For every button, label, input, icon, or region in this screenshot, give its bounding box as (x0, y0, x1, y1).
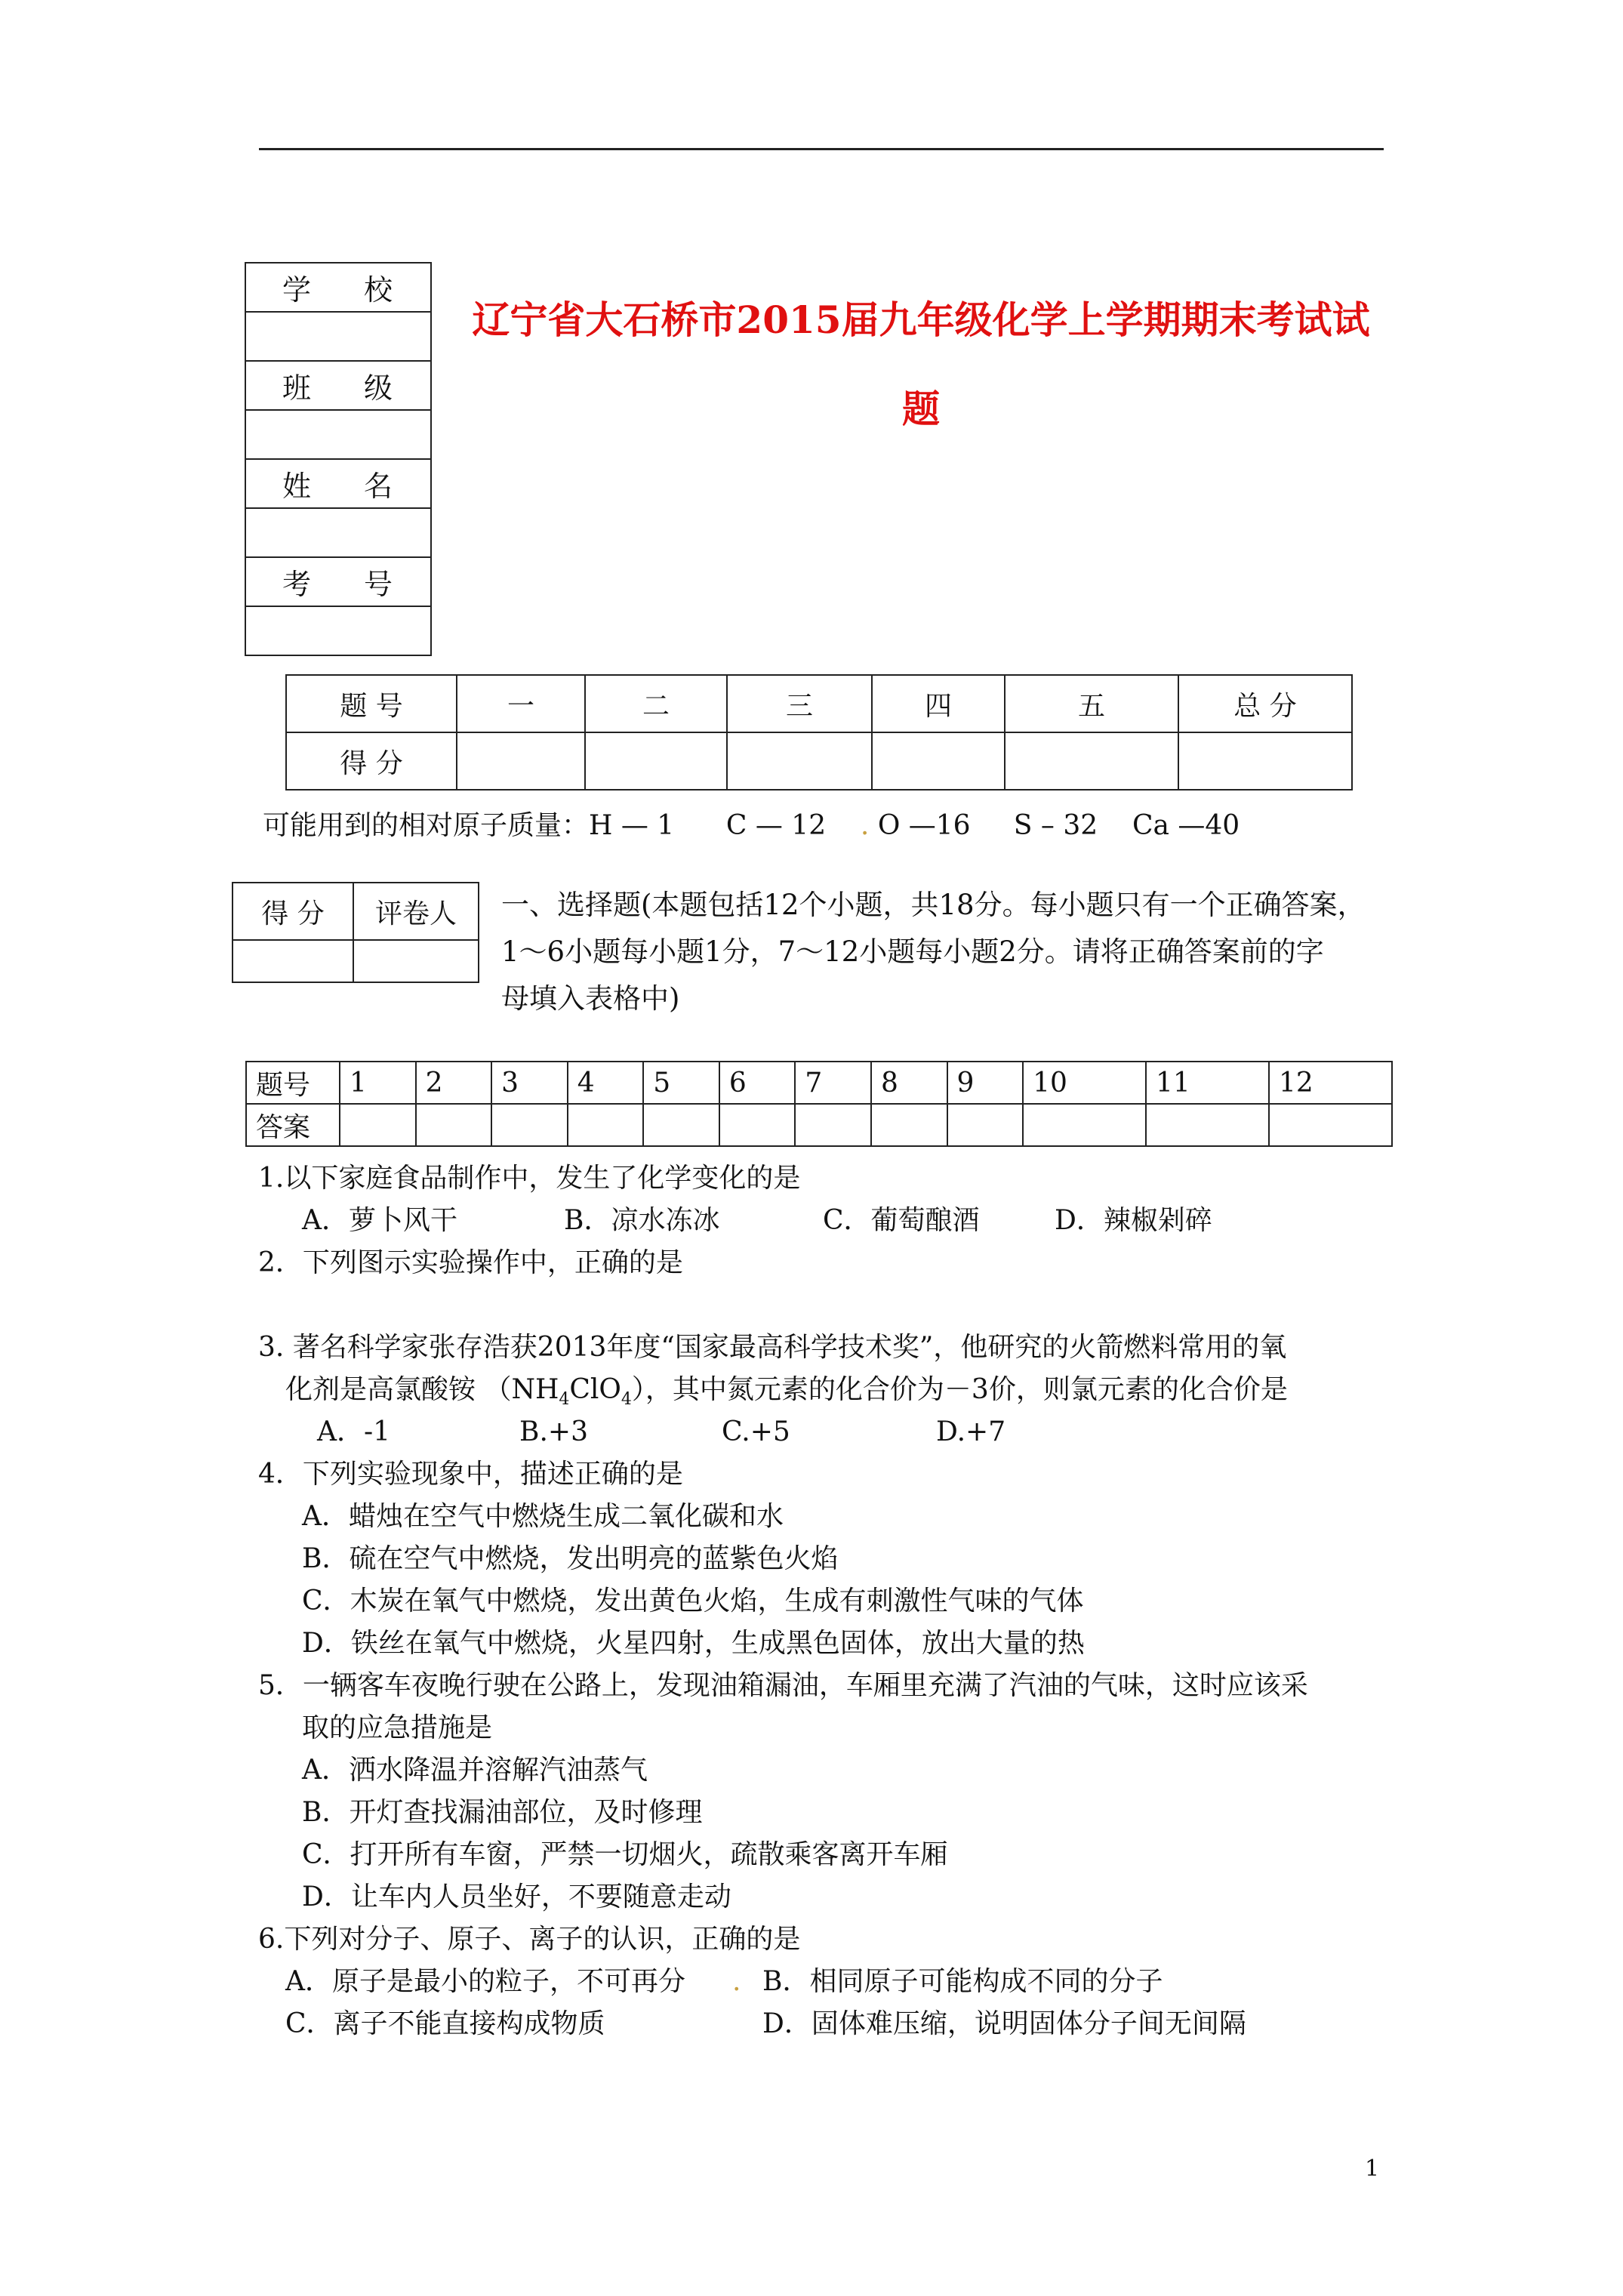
answer-num: 12 (1269, 1062, 1392, 1104)
q4-option-a: A．蜡烛在空气中燃烧生成二氧化碳和水 (302, 1501, 784, 1532)
section-1-instructions: 一、选择题(本题包括12个小题，共18分。每小题只有一个正确答案， 1～6小题每小题1分，7～12小题每小题2分。请将正确答案前的字 母填入表格中) (501, 889, 1366, 1015)
answer-cell[interactable] (1269, 1104, 1392, 1146)
score-cell[interactable] (585, 732, 727, 790)
answer-num: 9 (947, 1062, 1024, 1104)
school-label: 学 校 (245, 263, 431, 312)
q5-line2: 取的应急措施是 (302, 1712, 493, 1743)
score-header-label: 题 号 (286, 675, 457, 732)
score-col-5: 五 (1005, 675, 1178, 732)
atomic-mass-c: C — 12 (725, 810, 827, 841)
class-label: 班 级 (245, 361, 431, 410)
q6-option-c: C．离子不能直接构成物质 (285, 2008, 605, 2039)
q4-option-c: C．木炭在氧气中燃烧，发出黄色火焰，生成有刺激性气味的气体 (302, 1586, 1084, 1616)
q3-line1: 3. 著名科学家张存浩获2013年度“国家最高科学技术奖”，他研究的火箭燃料常用的氧 (258, 1332, 1287, 1363)
answer-num: 7 (795, 1062, 871, 1104)
q3-line2: 化剂是高氯酸铵 $(NH_4ClO_4)$，其中氮元素的化合价为－3价，则氯元素的化合价是 (285, 1374, 1288, 1410)
name-field[interactable] (245, 508, 431, 557)
exam-id-field[interactable] (245, 606, 431, 655)
school-field[interactable] (245, 312, 431, 361)
page-title: 辽宁省大石桥市2015届九年级化学上学期期末考试试 题 (472, 297, 1370, 431)
q3-option-a: A．-1 (317, 1416, 391, 1447)
answer-num: 4 (568, 1062, 644, 1104)
page-number: 1 (1365, 2156, 1380, 2182)
score-table (285, 674, 1353, 791)
atomic-mass-o: O —16 (877, 810, 971, 841)
answer-cell[interactable] (340, 1104, 416, 1146)
score-cell[interactable] (457, 732, 585, 790)
answer-num: 3 (491, 1062, 568, 1104)
student-info-box (245, 262, 432, 656)
q6-option-b: B．相同原子可能构成不同的分子 (762, 1966, 1163, 1997)
grader-table (232, 882, 479, 983)
exam-id-label: 考 号 (245, 557, 431, 606)
q4-option-b: B．硫在空气中燃烧，发出明亮的蓝紫色火焰 (302, 1543, 839, 1574)
answer-cell[interactable] (491, 1104, 568, 1146)
q3-option-c: C.+5 (722, 1416, 790, 1447)
answer-cell[interactable] (719, 1104, 796, 1146)
q1-option-d: D．辣椒剁碎 (1055, 1205, 1212, 1236)
atomic-mass-s: S – 32 (1013, 810, 1098, 841)
answer-cell[interactable] (947, 1104, 1024, 1146)
answer-cell[interactable] (568, 1104, 644, 1146)
answer-cell[interactable] (1146, 1104, 1269, 1146)
q3-option-d: D.+7 (936, 1416, 1006, 1447)
answer-cell[interactable] (1023, 1104, 1146, 1146)
grader-score-label: 得 分 (233, 883, 353, 940)
atomic-masses-prefix: 可能用到的相对原子质量： (263, 810, 590, 841)
answer-num: 11 (1146, 1062, 1269, 1104)
class-field[interactable] (245, 410, 431, 459)
answer-num: 6 (719, 1062, 796, 1104)
q6-stem: 6.下列对分子、原子、离子的认识，正确的是 (258, 1924, 801, 1955)
q1-stem: 1.以下家庭食品制作中，发生了化学变化的是 (258, 1163, 801, 1194)
header-rule (259, 148, 1384, 150)
answer-table (245, 1061, 1393, 1147)
answer-cell[interactable] (871, 1104, 947, 1146)
atomic-mass-ca: Ca —40 (1132, 810, 1240, 841)
answer-num: 10 (1023, 1062, 1146, 1104)
stray-dot: . (860, 810, 870, 841)
score-row-label: 得 分 (286, 732, 457, 790)
score-cell[interactable] (1005, 732, 1178, 790)
score-col-2: 二 (585, 675, 727, 732)
q5-line1: 5．一辆客车夜晚行驶在公路上，发现油箱漏油，车厢里充满了汽油的气味，这时应该采 (258, 1670, 1308, 1701)
answer-num: 5 (643, 1062, 719, 1104)
grader-label: 评卷人 (353, 883, 479, 940)
score-cell[interactable] (872, 732, 1005, 790)
score-cell[interactable] (727, 732, 872, 790)
answer-num: 1 (340, 1062, 416, 1104)
answer-cell[interactable] (416, 1104, 492, 1146)
q1-option-b: B．凉水冻冰 (564, 1205, 720, 1236)
answer-header-label: 题号 (246, 1062, 340, 1104)
q1-option-a: A．萝卜风干 (302, 1205, 457, 1236)
answer-num: 8 (871, 1062, 947, 1104)
score-col-3: 三 (727, 675, 872, 732)
answer-num: 2 (416, 1062, 492, 1104)
answer-cell[interactable] (795, 1104, 871, 1146)
q4-stem: 4．下列实验现象中，描述正确的是 (258, 1459, 683, 1490)
answer-cell[interactable] (643, 1104, 719, 1146)
q3-option-b: B.+3 (519, 1416, 588, 1447)
grader-name-cell[interactable] (353, 940, 479, 982)
q5-option-b: B．开灯查找漏油部位，及时修理 (302, 1797, 703, 1828)
score-col-4: 四 (872, 675, 1005, 732)
score-cell[interactable] (1178, 732, 1352, 790)
q4-option-d: D．铁丝在氧气中燃烧，火星四射，生成黑色固体，放出大量的热 (302, 1628, 1085, 1659)
score-col-1: 一 (457, 675, 585, 732)
atomic-mass-h: H — 1 (589, 810, 675, 841)
q2-stem: 2．下列图示实验操作中，正确的是 (258, 1247, 683, 1278)
stray-dot: . (732, 1966, 741, 1997)
q1-option-c: C．葡萄酿酒 (823, 1205, 980, 1236)
score-col-total: 总 分 (1178, 675, 1352, 732)
q6-option-d: D．固体难压缩，说明固体分子间无间隔 (762, 2008, 1246, 2039)
q5-option-a: A．洒水降温并溶解汽油蒸气 (302, 1755, 648, 1786)
answer-row-label: 答案 (246, 1104, 340, 1146)
q5-option-c: C．打开所有车窗，严禁一切烟火，疏散乘客离开车厢 (302, 1839, 948, 1870)
q5-option-d: D．让车内人员坐好，不要随意走动 (302, 1881, 731, 1912)
name-label: 姓 名 (245, 459, 431, 508)
q6-option-a: A．原子是最小的粒子，不可再分 (285, 1966, 685, 1997)
grader-score-cell[interactable] (233, 940, 353, 982)
atomic-masses (263, 804, 1240, 843)
